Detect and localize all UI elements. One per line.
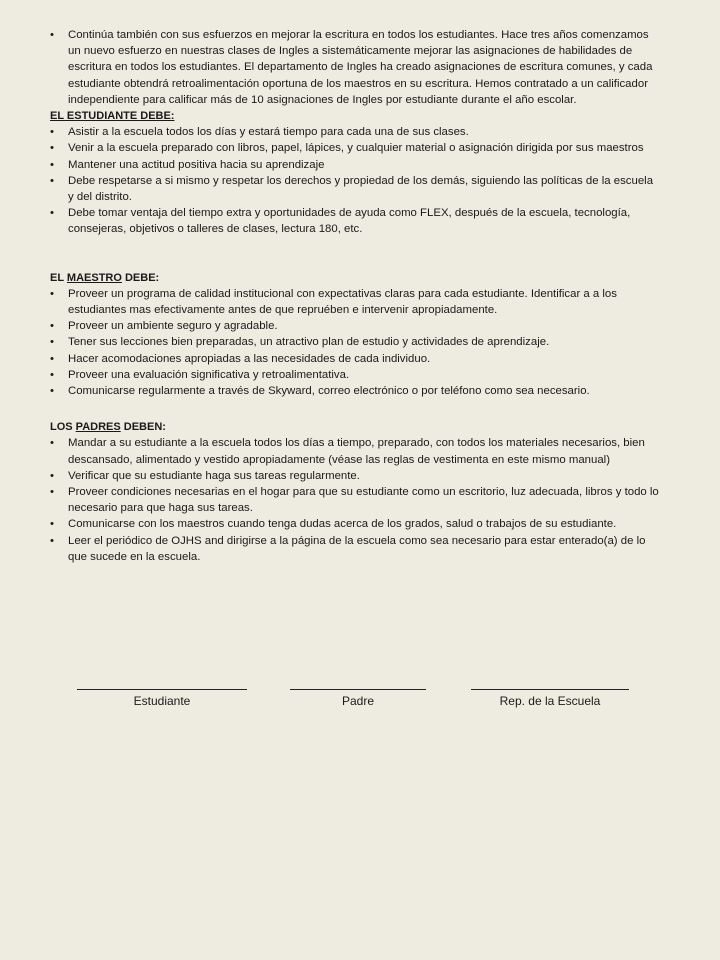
teacher-heading-pre: EL	[50, 271, 67, 284]
list-item	[50, 173, 660, 205]
bullet: •	[50, 469, 54, 482]
parents-list	[50, 435, 660, 565]
bullet: •	[50, 320, 54, 333]
intro-text: Continúa también con sus esfuerzos en mejorar la escritura en todos los estudiantes. Hace tres años comenzamos un nuevo esfuerzo en nuestras clases de Ingles a sistemáticamente mejorar las asignaciones de habilidades de escritura en todos los estudiantes. El departamento de Ingles ha creado asignaciones de escritura comunes, y cada estudiante obtendrá retroalimentación oportuna de los maestros en su escritura. Hemos contratado a un calificador independiente para calificar más de 10 asignaciones de Ingles por estudiante durante el año escolar.	[68, 29, 653, 106]
list-item	[50, 383, 660, 399]
parents-heading-pre: LOS	[50, 421, 76, 434]
list-item	[50, 351, 660, 367]
parents-item-text: Mandar a su estudiante a la escuela todos los días a tiempo, preparado, con todos los materiales necesarios, bien descansado, alimentado y vestido apropiadamente (véase las reglas de vestimenta en este mismo manual)	[68, 437, 645, 466]
teacher-item-text: Proveer un programa de calidad institucional con expectativas claras para cada estudiante. Identificar a a los estudiantes mas efectivamente antes de que repruében e intervenir apropiadamente.	[68, 287, 617, 317]
bullet: •	[50, 352, 54, 365]
bullet: •	[50, 142, 54, 155]
teacher-heading-post: DEBE:	[121, 271, 160, 284]
school-signature-label: Rep. de la Escuela	[499, 694, 601, 708]
student-heading-text: EL ESTUDIANTE DEBE:	[50, 110, 175, 123]
parents-section	[50, 419, 660, 565]
list-item	[50, 157, 660, 173]
list-item	[50, 124, 660, 140]
parents-heading	[50, 419, 660, 435]
student-item-text: Asistir a la escuela todos los días y estará tiempo para cada una de sus clases.	[68, 126, 469, 139]
bullet: •	[50, 336, 54, 349]
list-item	[50, 516, 660, 532]
list-item	[50, 27, 660, 108]
list-item	[50, 205, 660, 237]
bullet: •	[50, 486, 54, 499]
bullet: •	[50, 29, 54, 41]
student-item-text: Debe tomar ventaja del tiempo extra y oportunidades de ayuda como FLEX, después de la escuela, tecnología, consejeras, objetivos o talleres de clases, lectura 180, etc.	[68, 207, 631, 236]
bullet: •	[50, 287, 54, 300]
bullet: •	[50, 518, 54, 531]
parents-item-text: Comunicarse con los maestros cuando tenga dudas acerca de los grados, salud o trabajos de su estudiante.	[68, 518, 617, 531]
parent-signature-line	[290, 680, 426, 690]
parents-heading-underlined: PADRES	[75, 421, 121, 434]
student-section	[50, 108, 660, 238]
parents-item-text: Leer el periódico de OJHS and dirigirse a la página de la escuela como sea necesario para estar enterado(a) de lo que sucede en la escuela.	[68, 534, 646, 563]
bullet: •	[50, 534, 54, 547]
intro-list	[50, 27, 660, 108]
list-item	[50, 533, 660, 565]
student-item-text: Venir a la escuela preparado con libros, papel, lápices, y cualquier material o asignación dirigida por sus maestros	[68, 142, 644, 155]
bullet: •	[50, 207, 54, 220]
student-item-text: Debe respetarse a si mismo y respetar los derechos y propiedad de los demás, siguiendo las políticas de la escuela y del distrito.	[68, 174, 654, 204]
list-item	[50, 435, 660, 467]
document-body	[50, 27, 660, 597]
list-item	[50, 140, 660, 156]
bullet: •	[50, 158, 54, 171]
student-heading	[50, 108, 660, 124]
school-signature	[471, 680, 629, 708]
signature-block	[0, 680, 720, 720]
teacher-item-text: Hacer acomodaciones apropiadas a las necesidades de cada individuo.	[68, 352, 431, 365]
student-signature	[77, 680, 247, 708]
bullet: •	[50, 385, 54, 398]
list-item	[50, 286, 660, 318]
student-list	[50, 124, 660, 237]
teacher-item-text: Tener sus lecciones bien preparadas, un atractivo plan de estudio y actividades de aprendizaje.	[68, 336, 550, 349]
student-signature-label: Estudiante	[133, 694, 191, 708]
school-signature-line	[471, 680, 629, 690]
teacher-item-text: Proveer una evaluación significativa y retroalimentativa.	[68, 368, 350, 381]
parents-item-text: Proveer condiciones necesarias en el hogar para que su estudiante como un escritorio, luz adecuada, libros y todo lo necesario para que haga sus tareas.	[68, 486, 659, 515]
bullet: •	[50, 437, 54, 450]
teacher-heading	[50, 270, 660, 286]
list-item	[50, 484, 660, 516]
teacher-heading-underlined: MAESTRO	[66, 271, 122, 284]
parents-heading-post: DEBEN:	[120, 421, 166, 434]
parents-item-text: Verificar que su estudiante haga sus tareas regularmente.	[68, 469, 360, 482]
list-item	[50, 318, 660, 334]
list-item	[50, 468, 660, 484]
parent-signature-label: Padre	[341, 694, 375, 708]
student-item-text: Mantener una actitud positiva hacia su aprendizaje	[68, 158, 325, 171]
teacher-list	[50, 286, 660, 399]
teacher-item-text: Proveer un ambiente seguro y agradable.	[68, 320, 278, 333]
student-signature-line	[77, 680, 247, 690]
bullet: •	[50, 368, 54, 381]
teacher-section	[50, 270, 660, 400]
bullet: •	[50, 126, 54, 139]
list-item	[50, 367, 660, 383]
parent-signature	[290, 680, 426, 708]
list-item	[50, 334, 660, 350]
teacher-item-text: Comunicarse regularmente a través de Skyward, correo electrónico o por teléfono como sea necesario.	[68, 385, 590, 398]
bullet: •	[50, 174, 54, 187]
